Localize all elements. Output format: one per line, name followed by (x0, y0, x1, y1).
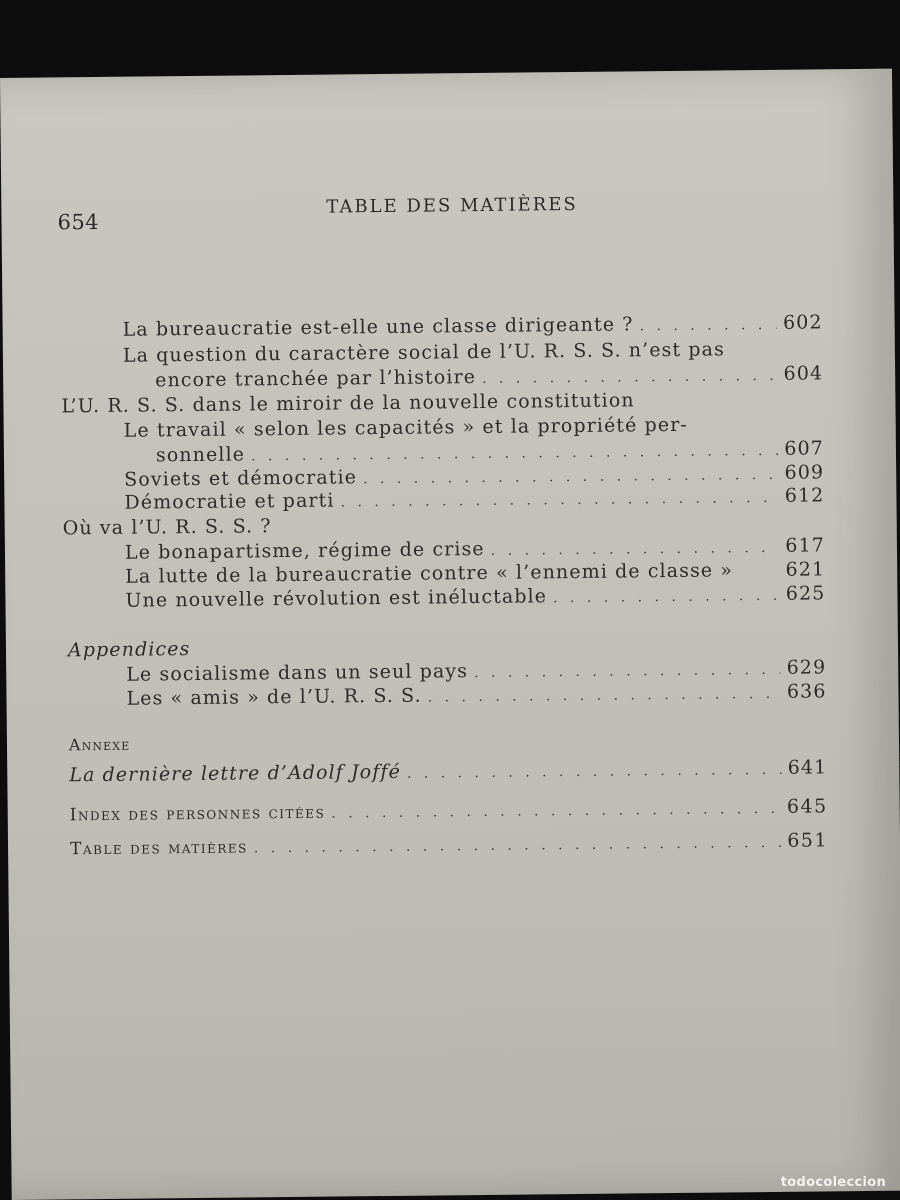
entry-page: 604 (783, 362, 824, 385)
entry-title: Une nouvelle révolution est inéluctable (125, 585, 548, 612)
entry-page: 629 (786, 656, 827, 679)
entry-title: La lutte de la bureaucratie contre « l’ennemi de classe » (125, 559, 734, 588)
entry-title: Index des personnes citées (69, 802, 326, 826)
leader-dots (474, 662, 781, 681)
page-number: 654 (57, 209, 100, 235)
entry-page: 645 (786, 795, 828, 818)
leader-dots (482, 368, 778, 387)
leader-dots (340, 490, 778, 511)
leader-dots (407, 762, 782, 782)
entry-page: 625 (785, 582, 826, 605)
entry-page: 651 (787, 829, 829, 852)
leader-dots (553, 588, 780, 606)
entry-page: 602 (782, 311, 823, 334)
leader-dots (639, 317, 777, 334)
leader-dots (251, 443, 778, 465)
entry-title: Le socialisme dans un seul pays (126, 660, 469, 686)
section-title: L’U. R. S. S. dans le miroir de la nouvelle constitution (61, 389, 635, 418)
leader-dots (331, 801, 781, 822)
section-title: Où va l’U. R. S. S. ? (62, 515, 272, 540)
book-page (0, 69, 900, 1200)
entry-title: Démocratie et parti (124, 489, 335, 514)
entry-title: La dernière lettre d’Adolf Joffé (69, 760, 401, 787)
entry-title: Les « amis » de l’U. R. S. S. (126, 684, 422, 710)
toc-entry (155, 362, 823, 391)
toc-entry (123, 311, 823, 340)
toc-entry (125, 582, 825, 611)
running-title: TABLE DES MATIÈRES (326, 193, 578, 218)
toc-entry (69, 756, 827, 786)
entry-title: Table des matières (69, 837, 248, 860)
entry-page: 621 (785, 558, 826, 581)
entry-title: Le bonapartisme, régime de crise (124, 537, 485, 564)
entry-title: sonnelle (155, 443, 246, 467)
entry-title: La question du caractère social de l’U. R. S. S. n’est pas (122, 338, 725, 367)
entry-page: 641 (787, 756, 828, 779)
leader-dots (254, 835, 782, 857)
toc-entry (126, 680, 826, 709)
entry-page: 607 (784, 437, 825, 460)
entry-title: La bureaucratie est-elle une classe dirigeante ? (122, 313, 634, 341)
entry-page: 617 (785, 534, 826, 557)
entry-page: 612 (784, 484, 825, 507)
entry-page: 609 (784, 461, 825, 484)
toc-entry (70, 829, 828, 859)
leader-dots (428, 686, 781, 706)
leader-dots (363, 467, 779, 487)
toc-entry (70, 795, 828, 825)
section-title: Appendices (67, 638, 191, 662)
entry-page: 636 (786, 680, 827, 703)
section-title: Annexe (68, 734, 131, 755)
entry-title: Soviets et démocratie (124, 466, 358, 491)
entry-title: Le travail « selon les capacités » et la propriété per- (123, 413, 689, 442)
site-watermark: todocoleccion (780, 1175, 886, 1190)
leader-dots (491, 540, 780, 559)
entry-title: encore tranchée par l’histoire (155, 366, 477, 392)
